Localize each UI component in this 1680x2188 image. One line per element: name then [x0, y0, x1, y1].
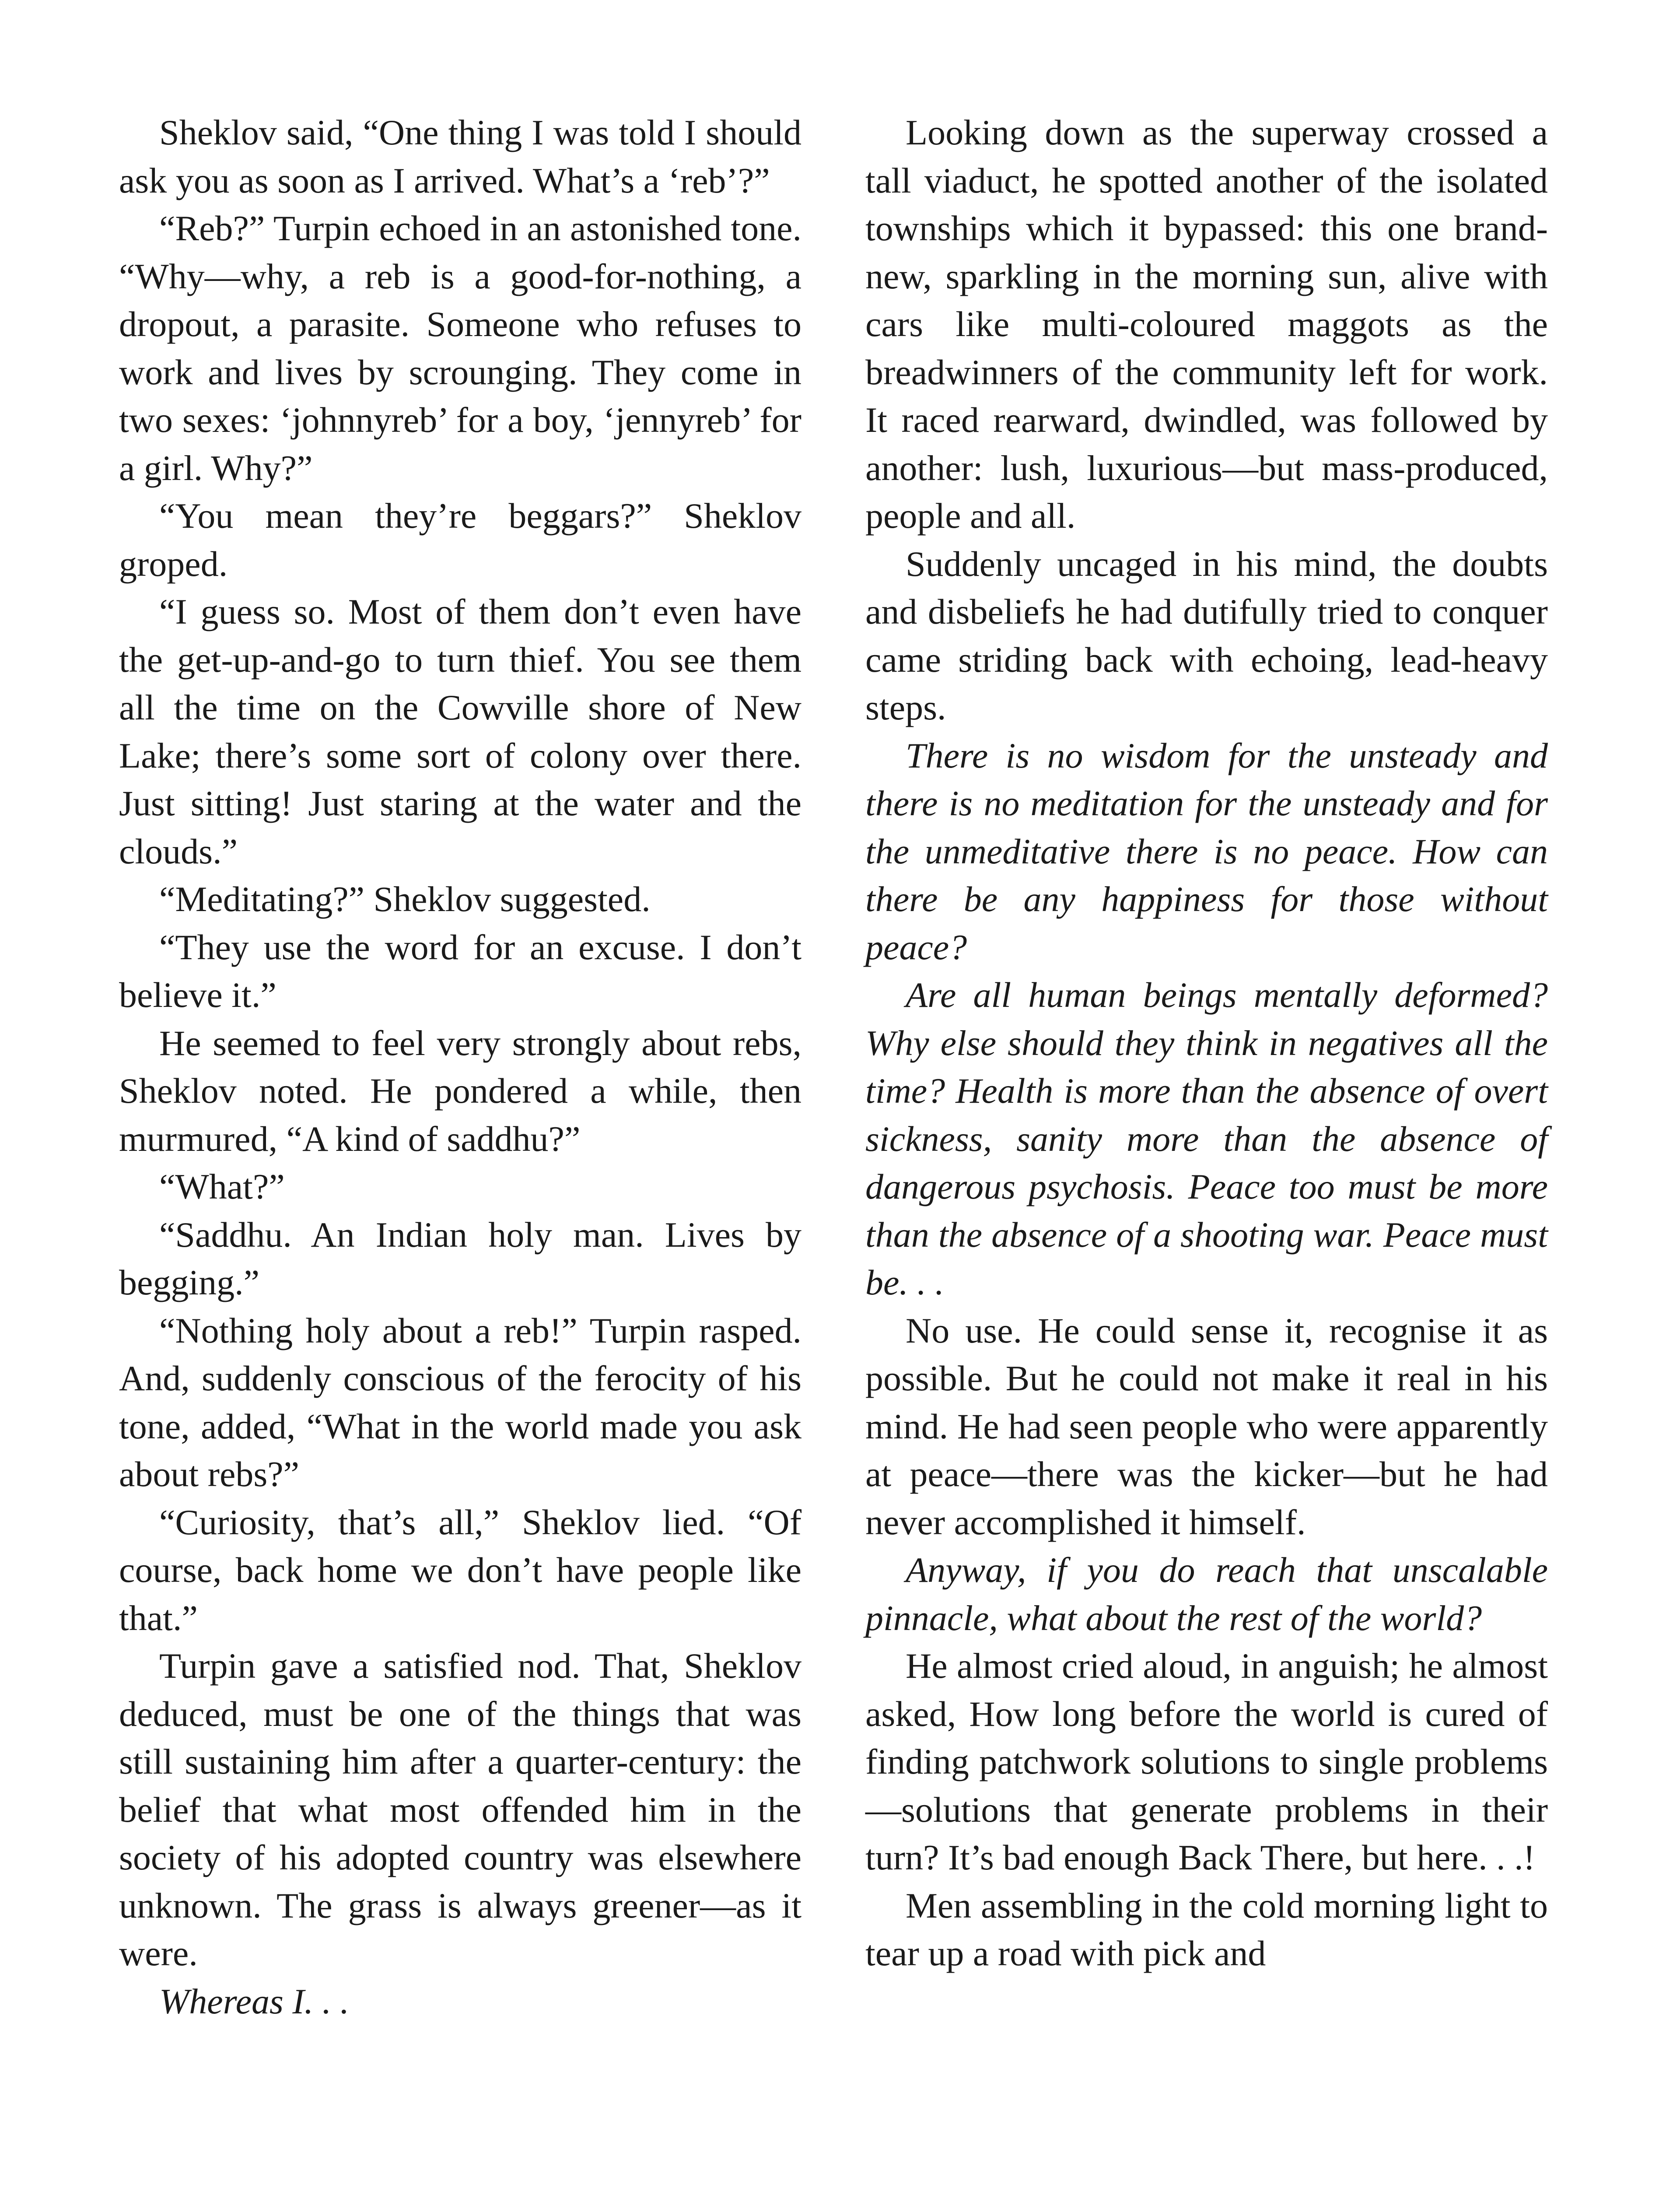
- paragraph: No use. He could sense it, recognise it as possible. But he could not make it real in his mind. He had seen people who were apparently at peace—there was the kicker—but he had never accomplished it himself.: [865, 1310, 1548, 1542]
- left-column: [119, 109, 802, 2025]
- paragraph: “Curiosity, that’s all,” Sheklov lied. “Of course, back home we don’t have people like that.”: [119, 1502, 802, 1638]
- paragraph: He seemed to feel very strongly about rebs, Sheklov noted. He pondered a while, then murmured, “A kind of saddhu?”: [119, 1023, 802, 1159]
- paragraph: Looking down as the superway crossed a tall viaduct, he spotted another of the isolated townships which it bypassed: this one brand-new, sparkling in the morning sun, alive with cars like multi-coloured maggots as the breadwinners of the community left for work. It raced rearward, dwindled, was followed by another: lush, luxurious—but mass-produced, people and all.: [865, 112, 1548, 536]
- paragraph: “Saddhu. An Indian holy man. Lives by begging.”: [119, 1214, 802, 1302]
- paragraph: “I guess so. Most of them don’t even have the get-up-and-go to turn thief. You see them all the time on the Cowville shore of New Lake; there’s some sort of colony over there. Just sitting! Just staring at the water and the clouds.”: [119, 592, 802, 871]
- paragraph-italic: Anyway, if you do reach that unscalable pinnacle, what about the rest of the world?: [865, 1550, 1548, 1638]
- paragraph: Turpin gave a satisfied nod. That, Sheklov deduced, must be one of the things that was still sustaining him after a quarter-century: the belief that what most offended him in the society of his adopted country was elsewhere unknown. The grass is always greener—as it were.: [119, 1646, 802, 1973]
- paragraph: Sheklov said, “One thing I was told I should ask you as soon as I arrived. What’s a ‘reb’?”: [119, 112, 802, 200]
- paragraph: “You mean they’re beggars?” Sheklov groped.: [119, 496, 802, 584]
- paragraph: “What?”: [159, 1167, 285, 1206]
- paragraph: “Meditating?” Sheklov suggested.: [159, 879, 651, 919]
- paragraph: Men assembling in the cold morning light to tear up a road with pick and: [865, 1885, 1548, 1973]
- right-column: [865, 109, 1548, 1978]
- paragraph: He almost cried aloud, in anguish; he almost asked, How long before the world is cured of finding patchwork solutions to single problems—solutions that generate problems in their turn? It’s bad enough Back There, but here. . .!: [865, 1646, 1548, 1877]
- paragraph-italic: Are all human beings mentally deformed? Why else should they think in negatives all the time? Health is more than the absence of overt sickness, sanity more than the absence of dangerous psychosis. Peace too must be more than the absence of a shooting war. Peace must be. . .: [865, 975, 1548, 1302]
- paragraph: “Nothing holy about a reb!” Turpin rasped. And, suddenly conscious of the ferocity of his tone, added, “What in the world made you ask about rebs?”: [119, 1310, 802, 1494]
- paragraph: “They use the word for an excuse. I don’t believe it.”: [119, 927, 802, 1015]
- paragraph-italic: There is no wisdom for the unsteady and there is no meditation for the unsteady and for the unmeditative there is no peace. How can there be any happiness for those without peace?: [865, 735, 1548, 967]
- paragraph: “Reb?” Turpin echoed in an astonished tone. “Why—why, a reb is a good-for-nothing, a dropout, a parasite. Someone who refuses to work and lives by scrounging. They come in two sexes: ‘johnnyreb’ for a boy, ‘jennyreb’ for a girl. Why?”: [119, 208, 802, 488]
- paragraph: Suddenly uncaged in his mind, the doubts and disbeliefs he had dutifully tried to conquer came striding back with echoing, lead-heavy steps.: [865, 543, 1548, 727]
- paragraph-italic: Whereas I. . .: [159, 1981, 350, 2021]
